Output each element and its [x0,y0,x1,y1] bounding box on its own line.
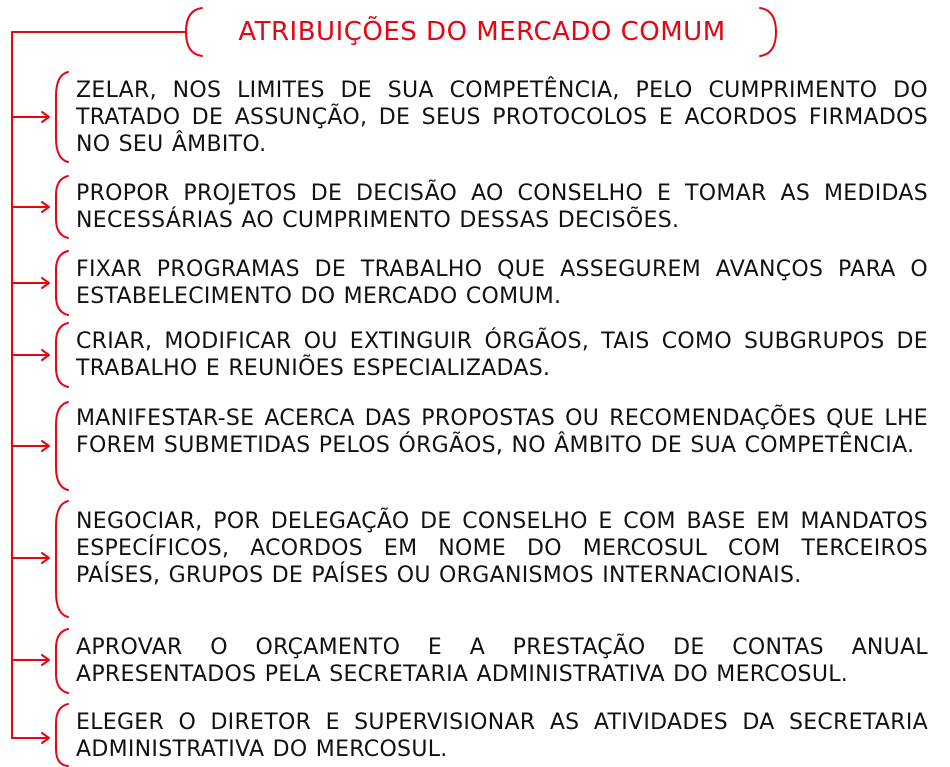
item-5-text: MANIFESTAR-SE ACERCA DAS PROPOSTAS OU RECOMENDAÇÕES QUE LHE FOREM SUBMETIDAS PELOS ÓRGÃOS, NO ÂMBITO DE SUA COMPETÊNCIA. [76,406,928,458]
item-6-text: NEGOCIAR, POR DELEGAÇÃO DE CONSELHO E COM BASE EM MANDATOS ESPECÍFICOS, ACORDOS EM NOME DO MERCOSUL COM TERCEIROS PAÍSES, GRUPOS DE PAÍSES OU ORGANISMOS INTERNACIONAIS. [76,509,928,588]
item-8-text: ELEGER O DIRETOR E SUPERVISIONAR AS ATIVIDADES DA SECRETARIA ADMINISTRATIVA DO MERCOSUL. [76,710,928,762]
item-5-brace [56,402,68,490]
item-2-text: PROPOR PROJETOS DE DECISÃO AO CONSELHO E TOMAR AS MEDIDAS NECESSÁRIAS AO CUMPRIMENTO DESSAS DECISÕES. [76,181,928,233]
item-2-brace [56,176,68,238]
item-4-text: CRIAR, MODIFICAR OU EXTINGUIR ÓRGÃOS, TAIS COMO SUBGRUPOS DE TRABALHO E REUNIÕES ESPECIALIZADAS. [76,329,928,381]
item-4-brace [56,323,68,387]
item-6-brace [56,501,68,617]
item-7-text: APROVAR O ORÇAMENTO E A PRESTAÇÃO DE CONTAS ANUAL APRESENTADOS PELA SECRETARIA ADMINISTRATIVA DO MERCOSUL. [76,635,928,687]
item-3-brace [56,251,68,315]
item-1-brace [56,72,68,162]
diagram-title: ATRIBUIÇÕES DO MERCADO COMUM [238,17,726,47]
item-8-brace [56,704,68,766]
item-7-brace [56,629,68,693]
item-3-text: FIXAR PROGRAMAS DE TRABALHO QUE ASSEGUREM AVANÇOS PARA O ESTABELECIMENTO DO MERCADO COMUM. [76,257,928,309]
item-1-text: ZELAR, NOS LIMITES DE SUA COMPETÊNCIA, PELO CUMPRIMENTO DO TRATADO DE ASSUNÇÃO, DE SEUS PROTOCOLOS E ACORDOS FIRMADOS NO SEU ÂMBITO. [76,78,928,157]
